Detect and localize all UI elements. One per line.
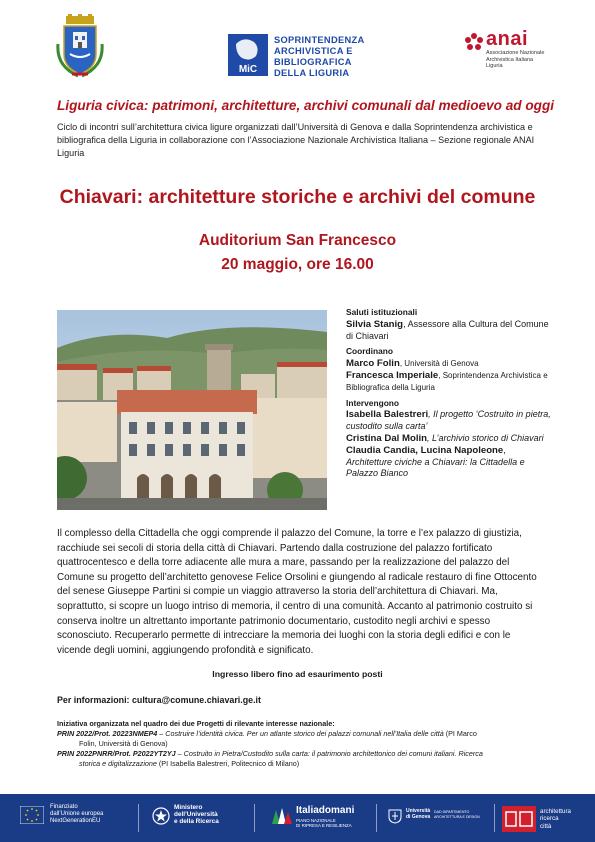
dad-text: DAD DIPARTIMENTO ARCHITETTURA E DESIGN: [434, 810, 480, 819]
anai-rosette-icon: [464, 32, 484, 52]
speaker-entry: [346, 409, 551, 433]
coordinator-role: , Università di Genova: [399, 359, 479, 369]
mur-logo: [152, 802, 238, 834]
polimi-text: architettura ricerca città: [540, 808, 571, 830]
mur-text: Ministero dell’Università e della Ricerca: [174, 804, 219, 825]
coordinator-name: Marco Folin: [346, 358, 400, 370]
mic-logo-icon: [228, 34, 268, 76]
footer-divider: [138, 804, 139, 832]
italiadomani-wordmark: Italiadomani: [296, 805, 355, 816]
italiadomani-icon: [268, 806, 292, 828]
speaker-entry: [346, 445, 551, 480]
soprintendenza-logo: [228, 34, 365, 78]
mic-letters: MiC: [238, 64, 258, 75]
event-venue: Auditorium San Francesco: [198, 232, 397, 249]
polimi-red-mark-icon: [502, 806, 536, 832]
eu-funding-text: Finanziato dall’Unione europea NextGenerationEU: [50, 804, 104, 824]
project-pi: (PI Marco: [443, 729, 477, 738]
speaker-name: Cristina Dal Molin: [346, 432, 428, 444]
event-description: Il complesso della Cittadella che oggi comprende il palazzo del Comune, la torre e l’ex palazzo di giustizia, racchiude sei secoli di storia della città di Chiavari. Partendo dalla costruzione del palazzo fortificato quattrocentesco e della torre adiacente alle mura a mare, passando per la realizzazione del palazzo del Comune su progetto dell’architetto genovese Felice Orsolini e giungendo al radicale restauro di fine Ottocento del senese Giuseppe Partini si compie un viaggio attraverso la storia dell’architettura di Chiavari. Ma, soprattutto, si scopre un luogo intriso di memoria, il centro di una comunità. Accanto al patrimonio costruito si conserva inoltre un altrettanto importante patrimonio documentario, custodito negli archivi e spesso sconosciuto. Recuperarlo permette di intrecciare la memoria dei luoghi con la storia degli edifici e con le vicende degli uomini, aggiungendo profondità e significato.: [57, 528, 537, 656]
greetings-entry: [346, 319, 551, 343]
coordinator-role: , Soprintendenza Archivistica e Bibliografica della Liguria: [346, 370, 548, 392]
coordinator-entry: [346, 358, 551, 370]
anai-subtitle: Associazione Nazionale Archivistica Italiana Liguria: [486, 50, 545, 69]
projects-lead: Iniziativa organizzata nel quadro dei due Progetti di rilevante interesse nazionale:: [57, 719, 335, 728]
coordinator-name: Francesca Imperiale: [346, 369, 439, 381]
event-title: Chiavari: architetture storiche e archivi del comune: [59, 186, 536, 208]
series-title: Liguria civica: patrimoni, architetture, archivi comunali dal medioevo ad oggi: [57, 98, 555, 113]
anai-logo: [464, 30, 574, 76]
speaker-name: Isabella Balestreri: [346, 409, 429, 421]
project-code: PRIN 2022PNRR/Prot. P2022YT2YJ: [57, 749, 176, 758]
header-logos: [0, 12, 595, 82]
unige-seal-icon: [388, 808, 402, 824]
info-email-link[interactable]: cultura@comune.chiavari.ge.it: [131, 695, 261, 705]
italian-emblem-icon: [152, 806, 170, 826]
dash: –: [175, 749, 184, 758]
unige-text: Università di Genova: [406, 808, 431, 820]
separator: ,: [503, 444, 506, 455]
footer-divider: [376, 804, 377, 832]
speakers-heading: Intervengono: [346, 397, 400, 408]
program-list: [346, 307, 551, 480]
coordinator-entry: [346, 370, 551, 394]
italiadomani-subtitle: PIANO NAZIONALE DI RIPRESA E RESILIENZA: [296, 818, 352, 828]
greetings-heading: Saluti istituzionali: [346, 307, 418, 317]
project-title: Costruire l’identità civica. Per un atlante storico dei palazzi comunali nell’Italia delle città: [165, 729, 444, 738]
soprintendenza-name: SOPRINTENDENZA ARCHIVISTICA E BIBLIOGRAFICA DELLA LIGURIA: [274, 35, 365, 78]
talk-title: Architetture civiche a Chiavari: la Cittadella e Palazzo Bianco: [346, 456, 525, 479]
footer-divider: [494, 804, 495, 832]
projects-block: [57, 719, 557, 769]
speaker-name: Claudia Candia, Lucina Napoleone: [346, 444, 504, 456]
unige-logo: [388, 802, 494, 834]
funding-footer: [0, 794, 595, 842]
info-line: [57, 695, 261, 705]
talk-title: , L’archivio storico di Chiavari: [427, 432, 544, 443]
italiadomani-logo: [268, 802, 368, 834]
project-entry: [57, 729, 557, 739]
speaker-role: , Assessore alla Cultura del Comune di Chiavari: [346, 318, 549, 341]
info-label: Per informazioni:: [57, 695, 130, 705]
project-title: storica e digitalizzazione: [79, 759, 157, 768]
talk-title: , Il progetto ‘Costruito in pietra, custodito sulla carta’: [346, 409, 551, 432]
polimi-logo: [502, 802, 590, 834]
project-entry-continued: Folin, Università di Genova): [79, 739, 168, 748]
footer-divider: [254, 804, 255, 832]
event-date: 20 maggio, ore 16.00: [221, 256, 374, 273]
project-entry-continued: [57, 759, 557, 769]
intro-paragraph: Ciclo di incontri sull’architettura civica ligure organizzati dall’Università di Genova e dalla Soprintendenza archivistica e bibliografica della Liguria in collaborazione con l’Associazione Nazionale Archivistica Italiana – Sezione regionale ANAI Liguria: [57, 122, 535, 158]
speaker-name: Silvia Stanig: [346, 318, 404, 330]
chiavari-cittadella-photo: [57, 310, 327, 510]
chiavari-coat-of-arms-icon: [56, 14, 104, 78]
project-title: Costruito in Pietra/Custodito sulla carta: il patrimonio architettonico dei comuni italiani. Ricerca: [183, 749, 483, 758]
free-entry-note: Ingresso libero fino ad esaurimento posti: [212, 669, 383, 679]
project-code: PRIN 2022/Prot. 20223NMEP4: [57, 729, 158, 738]
eu-funding-logo: [20, 802, 112, 834]
dash: –: [157, 729, 166, 738]
eu-flag-icon: [20, 806, 44, 824]
project-pi: (PI Isabella Balestreri, Politecnico di Milano): [156, 759, 300, 768]
coordinators-heading: Coordinano: [346, 346, 393, 357]
speaker-entry: [346, 433, 551, 445]
anai-wordmark: anai: [486, 28, 529, 50]
project-entry: [57, 749, 557, 759]
